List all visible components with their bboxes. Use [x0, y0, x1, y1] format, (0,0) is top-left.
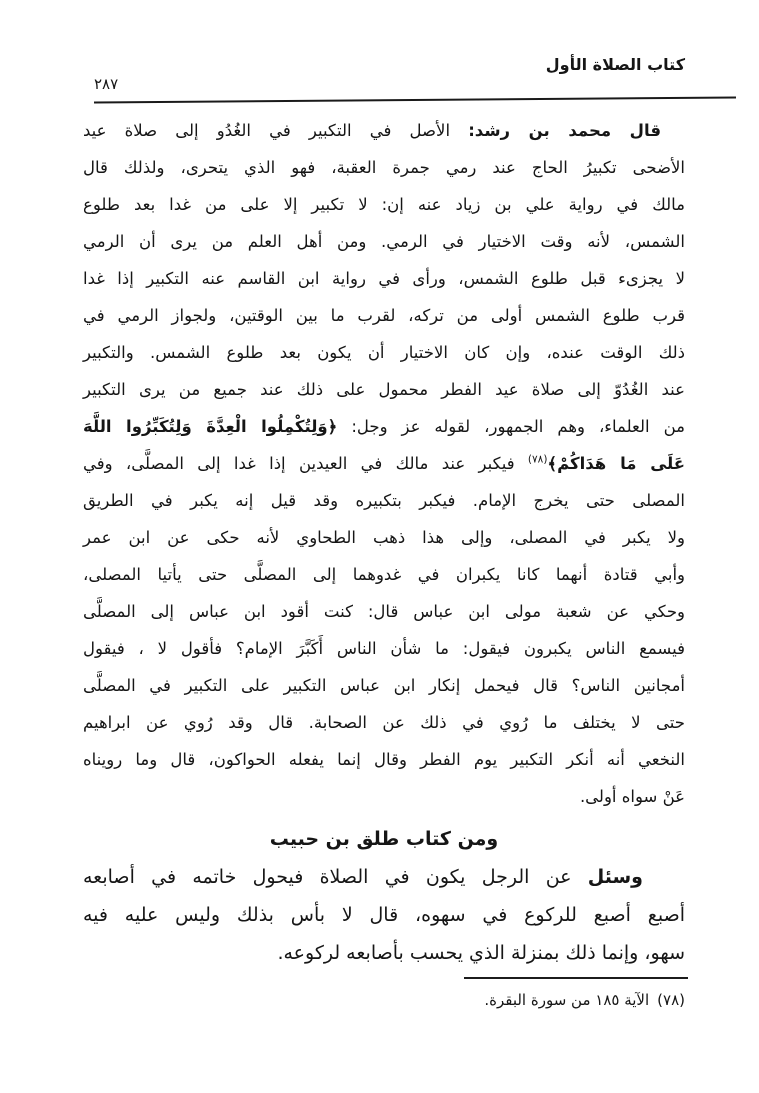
text-line: وأبي قتادة أنهما كانا يكبران في غدوهما إلى المصلَّى حتى يأتيا المصلى،: [83, 565, 685, 584]
text-line: المصلى حتى يخرج الإمام. فيكبر بتكبيره وقد قيل إنه يكبر في الطريق: [83, 491, 685, 510]
text-line: ولا يكبر في المصلى، وإلى هذا ذهب الطحاوي لأنه حكى عن ابن عمر: [83, 528, 685, 547]
footnote: [484, 991, 685, 1009]
body-text: [83, 112, 685, 972]
header-rule: [94, 96, 736, 103]
paragraph-ibn-rushd: [83, 112, 685, 815]
quran-verse: عَلَى مَا هَدَاكُمْ﴾: [547, 454, 685, 473]
text-line: وحكي عن شعبة مولى ابن عباس قال: كنت أقود ابن عباس إلى المصلَّى: [83, 602, 685, 621]
text-line: النخعي أنه أنكر التكبير يوم الفطر وقال إنما يفعله الحواكون، قال وما رويناه: [83, 750, 685, 769]
text-segment: عن الرجل يكون في الصلاة فيحول خاتمه في أصابعه: [83, 866, 572, 888]
text-line: [83, 445, 685, 482]
text-line: حتى لا يختلف ما رُوي في ذلك عن الصحابة. قال وقد رُوي عن ابراهيم: [83, 713, 685, 732]
running-head-book-title: كتاب الصلاة الأول: [545, 55, 685, 74]
text-line: [83, 858, 685, 896]
page-number: ٢٨٧: [94, 75, 119, 93]
text-line: عَنْ سواه أولى.: [579, 787, 685, 806]
text-segment: من العلماء، وهم الجمهور، لقوله عز وجل:: [351, 417, 685, 436]
text-line: لا يجزىء قبل طلوع الشمس، ورأى في رواية ابن القاسم عنه التكبير إذا غدا: [83, 269, 685, 288]
text-line: سهو، وإنما ذلك بمنزلة الذي يحسب بأصابعه لركوعه.: [277, 942, 685, 964]
text-line: أصبع أصبع للركوع في سهوه، قال لا بأس بذلك وليس عليه فيه: [83, 904, 685, 926]
text-line: أمجانين الناس؟ قال فيحمل إنكار ابن عباس التكبير على التكبير في المصلَّى: [83, 676, 685, 695]
quran-verse: ﴿وَلِتُكْمِلُوا الْعِدَّةَ وَلِتُكَبِّرُوا اللَّهَ: [83, 417, 338, 436]
text-line: ذلك الوقت عنده، وإن كان الاختيار أن يكون بعد طلوع الشمس. والتكبير: [83, 343, 685, 362]
lead-word: وسئل: [587, 866, 643, 888]
text-segment: الأصل في التكبير في الغُدُو إلى صلاة عيد: [83, 121, 451, 140]
footnote-rule: [464, 977, 688, 979]
text-line: [83, 112, 685, 149]
paragraph-talq-ibn-habib: [83, 858, 685, 972]
text-line: الشمس، لأنه وقت الاختيار في الرمي. ومن أهل العلم من يرى أن الرمي: [83, 232, 685, 251]
text-line: الأضحى تكبيرُ الحاج عند رمي جمرة العقبة، فهو الذي يتحرى، ولذلك قال: [83, 158, 685, 177]
text-line: قرب طلوع الشمس أولى من تركه، لقرب ما بين الوقتين، ولجواز الرمي في: [83, 306, 685, 325]
footnote-reference: (٧٨): [527, 453, 548, 466]
text-line: فيسمع الناس يكبرون فيقول: ما شأن الناس أَكَبَّرَ الإمام؟ فأقول لا ، فيقول: [83, 639, 685, 658]
text-segment: فيكبر عند مالك في العيدين إذا غدا إلى المصلَّى، وفي: [83, 454, 515, 473]
text-line: عند الغُدُوّ إلى صلاة عيد الفطر محمول على ذلك عند جميع من يرى التكبير: [83, 380, 685, 399]
footnote-text: الآية ١٨٥ من سورة البقرة.: [484, 991, 650, 1009]
text-line: مالك في رواية علي بن زياد عنه إن: لا تكبير إلا على من غدا بعد طلوع: [83, 195, 685, 214]
speaker-name: قال محمد بن رشد:: [468, 121, 662, 140]
footnote-marker: (٧٨): [657, 991, 685, 1009]
text-line: [83, 408, 685, 445]
section-heading: ومن كتاب طلق بن حبيب: [269, 828, 499, 850]
